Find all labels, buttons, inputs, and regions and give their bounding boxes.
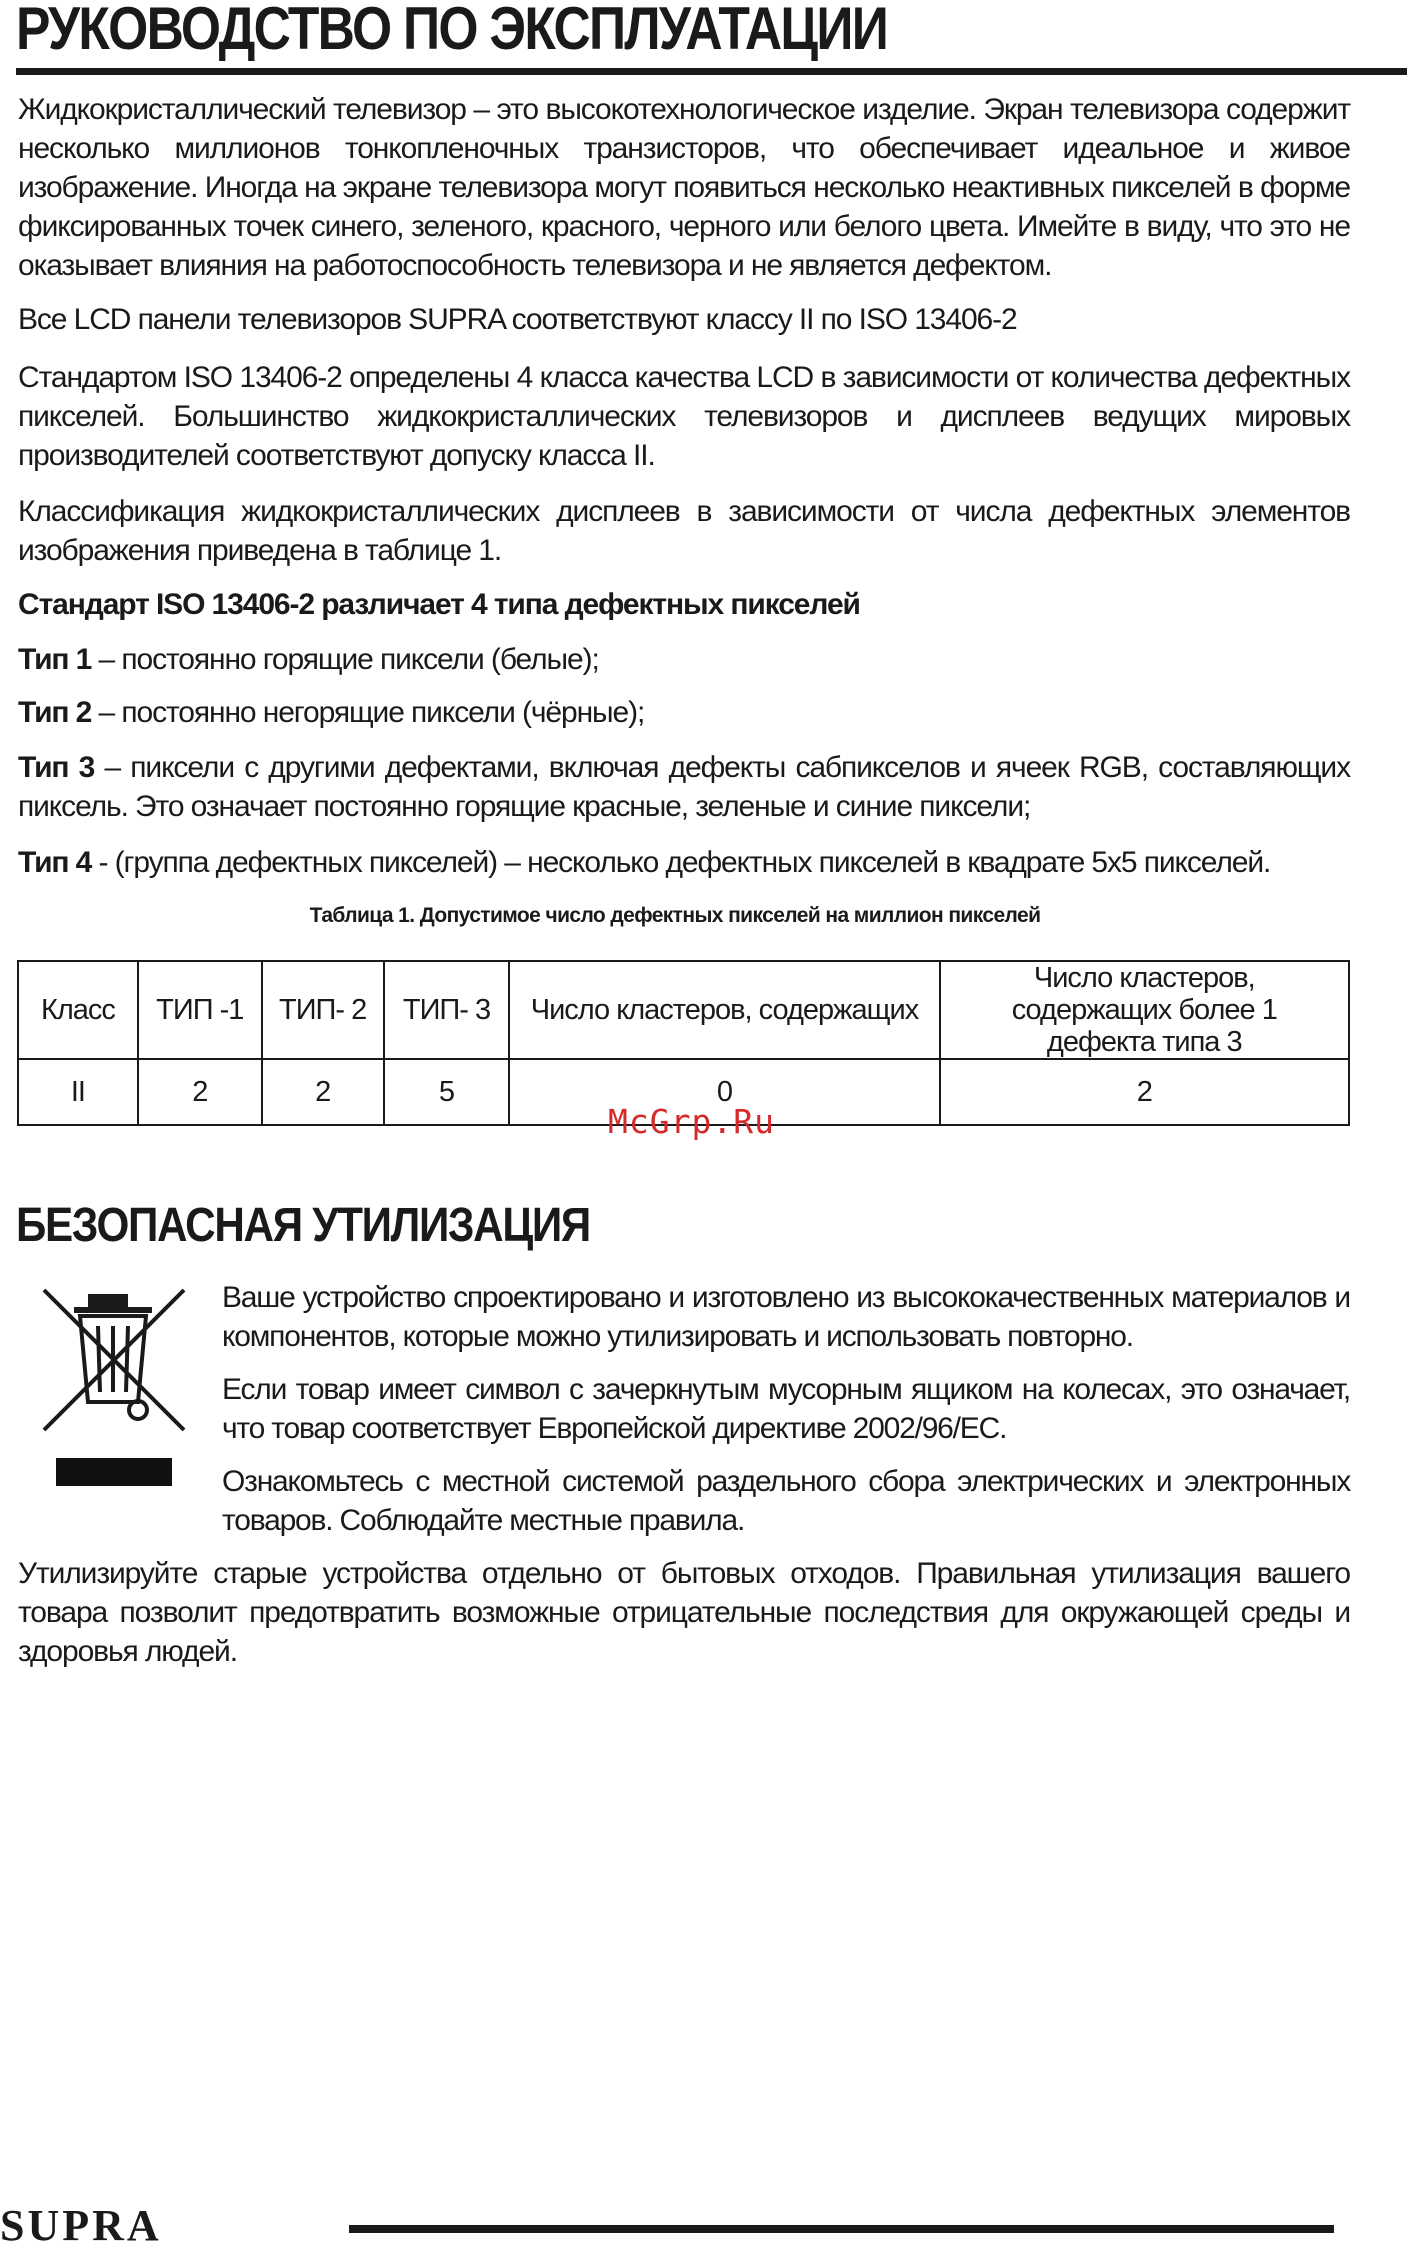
disposal-paragraph-3: Ознакомьтесь с местной системой раздельного сбора электрических и электронных товаров. Соблюдайте местные правила.: [222, 1465, 1350, 1537]
footer-rule: [349, 2225, 1334, 2233]
disposal-paragraph-1: Ваше устройство спроектировано и изготовлено из высококачественных материалов и компонентов, которые можно утилизировать и использовать повторно.: [222, 1281, 1350, 1353]
table-cell: II: [18, 1059, 138, 1125]
defect-type-label: Тип 4: [18, 846, 92, 879]
defect-type-label: Тип 3: [18, 751, 95, 784]
table-cell: 2: [138, 1059, 262, 1125]
table-cell: 2: [262, 1059, 384, 1125]
defect-type-desc: - (группа дефектных пикселей) – несколько дефектных пикселей в квадрате 5x5 пикселей.: [98, 846, 1271, 879]
defect-type-2: [18, 693, 1350, 732]
table-header-cell: Класс: [18, 961, 138, 1059]
defect-type-label: Тип 2: [18, 696, 92, 729]
table-header-row: [18, 961, 1349, 1059]
defect-type-3: [18, 748, 1350, 826]
table-header-cell: ТИП -1: [138, 961, 262, 1059]
defect-types-heading: Стандарт ISO 13406-2 различает 4 типа дефектных пикселей: [18, 588, 860, 621]
table-header-cell: ТИП- 2: [262, 961, 384, 1059]
section-title-disposal: БЕЗОПАСНАЯ УТИЛИЗАЦИЯ: [16, 1199, 590, 1252]
title-rule: [16, 68, 1407, 75]
brand-logo: SUPRA: [0, 2201, 162, 2250]
page-title: РУКОВОДСТВО ПО ЭКСПЛУАТАЦИИ: [16, 0, 888, 62]
table-caption: Таблица 1. Допустимое число дефектных пикселей на миллион пикселей: [309, 904, 1041, 927]
intro-paragraph-4: Классификация жидкокристаллических дисплеев в зависимости от числа дефектных элементов изображения приведена в таблице 1.: [18, 495, 1350, 567]
crossed-bin-icon: [34, 1282, 194, 1502]
defect-type-label: Тип 1: [18, 643, 92, 676]
table-cell: 5: [384, 1059, 510, 1125]
defect-type-desc: – постоянно негорящие пиксели (чёрные);: [98, 696, 645, 729]
defect-type-4: [18, 843, 1350, 882]
intro-paragraph-2: Все LCD панели телевизоров SUPRA соответствуют классу II по ISO 13406-2: [18, 303, 1017, 336]
disposal-paragraph-4: Утилизируйте старые устройства отдельно от бытовых отходов. Правильная утилизация вашего товара позволит предотвратить возможные отрицательные последствия для окружающей среды и здоровья людей.: [18, 1557, 1350, 1668]
table-cell: 2: [940, 1059, 1349, 1125]
table-cell: 0: [509, 1059, 939, 1125]
watermark: McGrp.Ru: [608, 1102, 775, 1141]
table-header-cell: Число кластеров, содержащих более 1 дефекта типа 3: [940, 961, 1349, 1059]
disposal-paragraph-2: Если товар имеет символ с зачеркнутым мусорным ящиком на колесах, это означает, что товар соответствует Европейской директиве 2002/96/EC.: [222, 1373, 1350, 1445]
defect-type-1: [18, 640, 1350, 679]
intro-paragraph-3: Стандартом ISO 13406-2 определены 4 класса качества LCD в зависимости от количества дефектных пикселей. Большинство жидкокристаллических телевизоров и дисплеев ведущих мировых производителей соответствуют допуску класса II.: [18, 361, 1350, 472]
defect-type-desc: – пиксели с другими дефектами, включая дефекты сабпикселов и ячеек RGB, составляющих пиксель. Это означает постоянно горящие красные, зеленые и синие пиксели;: [18, 751, 1350, 823]
table-header-cell: ТИП- 3: [384, 961, 510, 1059]
table-header-cell: Число кластеров, содержащих: [509, 961, 939, 1059]
defect-type-desc: – постоянно горящие пиксели (белые);: [98, 643, 599, 676]
intro-paragraph-1: Жидкокристаллический телевизор – это высокотехнологическое изделие. Экран телевизора содержит несколько миллионов тонкопленочных транзисторов, что обеспечивает идеальное и живое изображение. Иногда на экране телевизора могут появиться несколько неактивных пикселей в форме фиксированных точек синего, зеленого, красного, черного или белого цвета. Имейте в виду, что это не оказывает влияния на работоспособность телевизора и не является дефектом.: [18, 93, 1350, 282]
